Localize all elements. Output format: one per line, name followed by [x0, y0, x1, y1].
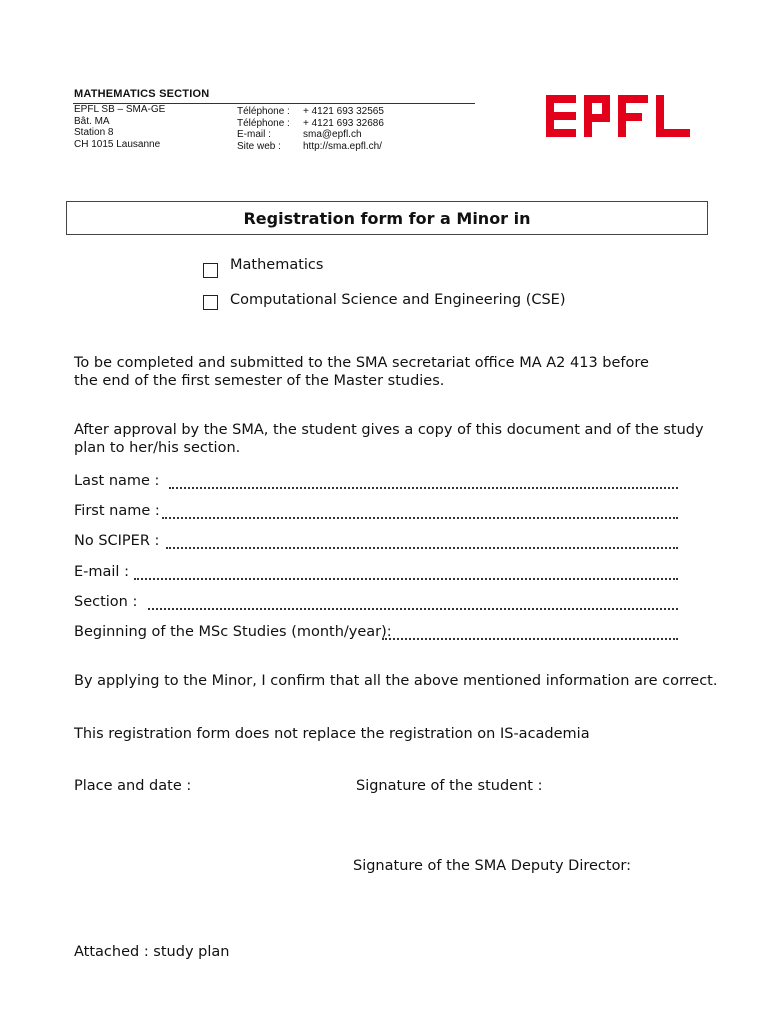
mathematics-option-label: Mathematics	[230, 257, 324, 273]
paragraph-line: After approval by the SMA, the student gives a copy of this document and of the study	[74, 422, 704, 438]
fill-line[interactable]	[134, 564, 678, 580]
fill-line[interactable]	[166, 533, 678, 549]
field-label: Last name :	[74, 473, 160, 489]
cse-option-label: Computational Science and Engineering (CSE)	[230, 292, 566, 308]
first-name-field[interactable]	[74, 503, 678, 523]
submission-instructions	[74, 354, 649, 390]
address-line: CH 1015 Lausanne	[74, 138, 161, 150]
place-date-label: Place and date :	[74, 778, 192, 794]
field-label: No SCIPER :	[74, 533, 160, 549]
address-line: Bât. MA	[74, 115, 110, 127]
disclaimer-text: This registration form does not replace the registration on IS-academia	[74, 726, 590, 742]
attached-note: Attached : study plan	[74, 944, 230, 960]
fill-line[interactable]	[169, 473, 678, 489]
contact-values	[303, 106, 384, 152]
address-block	[74, 104, 165, 150]
paragraph-line: plan to her/his section.	[74, 440, 241, 456]
last-name-field[interactable]	[74, 473, 678, 493]
address-line: Station 8	[74, 127, 114, 139]
section-title: MATHEMATICS SECTION	[74, 88, 210, 100]
section-field[interactable]	[74, 594, 678, 614]
student-signature-label: Signature of the student :	[356, 778, 543, 794]
fill-line[interactable]	[148, 594, 678, 610]
website-link[interactable]: http://sma.epfl.ch/	[303, 140, 382, 152]
address-line: EPFL SB – SMA-GE	[74, 104, 166, 115]
contact-label: Téléphone :	[237, 117, 290, 129]
contact-label: Site web :	[237, 140, 281, 152]
field-label: First name :	[74, 503, 160, 519]
cse-checkbox[interactable]	[203, 295, 218, 310]
fill-line[interactable]	[162, 503, 678, 519]
email-link[interactable]: sma@epfl.ch	[303, 129, 362, 141]
form-title: Registration form for a Minor in	[243, 208, 531, 228]
field-label: Beginning of the MSc Studies (month/year):	[74, 624, 392, 640]
fill-line[interactable]	[382, 624, 678, 640]
paragraph-line: To be completed and submitted to the SMA secretariat office MA A2 413 before	[74, 355, 649, 371]
msc-start-field[interactable]	[74, 624, 678, 644]
director-signature-label: Signature of the SMA Deputy Director:	[353, 858, 632, 874]
contact-label: Téléphone :	[237, 106, 290, 117]
mathematics-checkbox[interactable]	[203, 263, 218, 278]
sciper-field[interactable]	[74, 533, 678, 553]
contact-labels	[237, 106, 290, 152]
form-title-box	[66, 201, 708, 235]
paragraph-line: the end of the first semester of the Master studies.	[74, 373, 445, 389]
confirmation-text: By applying to the Minor, I confirm that all the above mentioned information are correct.	[74, 673, 718, 689]
email-field[interactable]	[74, 564, 678, 584]
approval-instructions	[74, 421, 704, 457]
phone-2: + 4121 693 32686	[303, 117, 384, 129]
epfl-logo	[546, 95, 690, 137]
field-label: Section :	[74, 594, 138, 610]
phone-1: + 4121 693 32565	[303, 106, 384, 117]
field-label: E-mail :	[74, 564, 129, 580]
contact-label: E-mail :	[237, 129, 271, 141]
